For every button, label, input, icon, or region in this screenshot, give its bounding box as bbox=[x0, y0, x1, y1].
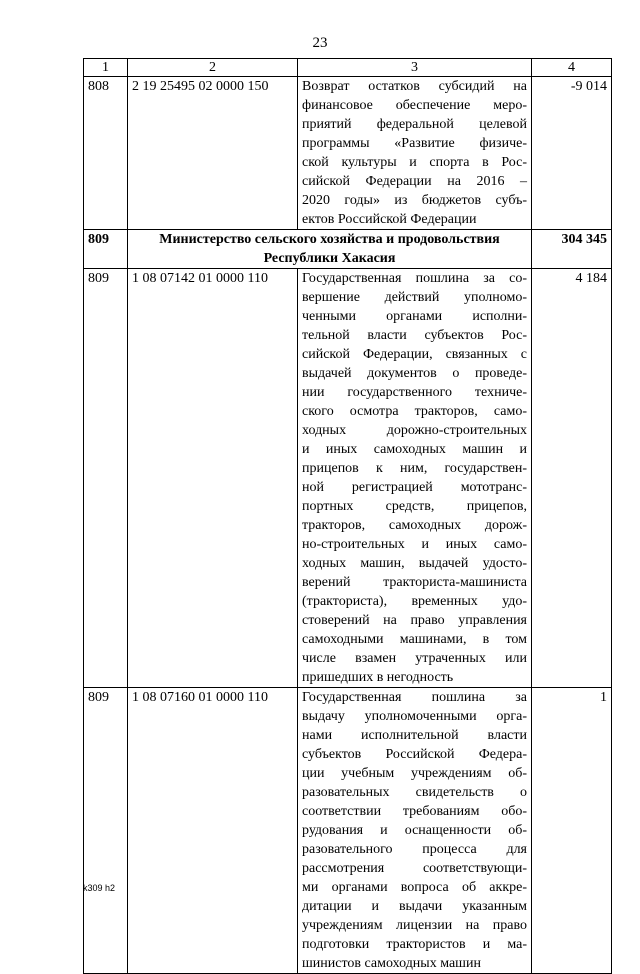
description-line: рудования и оснащенности об- bbox=[302, 823, 527, 838]
description-line: ми органами вопроса об аккре- bbox=[302, 880, 527, 895]
table-row bbox=[84, 77, 612, 230]
table-row bbox=[84, 269, 612, 688]
description-line: верений тракториста-машиниста bbox=[302, 575, 527, 590]
ministry-name-line1: Министерство сельского хозяйства и продовольствия bbox=[159, 232, 500, 247]
description-line: числе взамен утраченных или bbox=[302, 651, 527, 666]
description-line: нами исполнительной власти bbox=[302, 728, 527, 743]
ministry-name-line2: Республики Хакасия bbox=[263, 251, 396, 266]
description-line: тракторов, самоходных дорож- bbox=[302, 518, 527, 533]
amount: 1 bbox=[532, 688, 612, 974]
admin-code: 809 bbox=[84, 269, 128, 688]
description-line: но-строительных и иных само- bbox=[302, 537, 527, 552]
page-number: 23 bbox=[312, 35, 328, 51]
description-line: Возврат остатков субсидий на bbox=[302, 79, 527, 94]
ministry-row bbox=[84, 230, 612, 269]
description-line: сийской Федерации, связанных с bbox=[302, 347, 527, 362]
budget-classification-code: 1 08 07160 01 0000 110 bbox=[128, 688, 298, 974]
description-line: пришедших в негодность bbox=[302, 670, 454, 685]
header-col-3: 3 bbox=[298, 59, 532, 77]
description-line: выдачу уполномоченными орга- bbox=[302, 709, 527, 724]
description-line: дитации и выдачи указанным bbox=[302, 899, 527, 914]
description-line: шинистов самоходных машин bbox=[302, 956, 481, 971]
description-line: и иных самоходных машин и bbox=[302, 442, 527, 457]
description-line: вершение действий уполномо- bbox=[302, 290, 527, 305]
ministry-name bbox=[128, 230, 532, 269]
header-col-4: 4 bbox=[532, 59, 612, 77]
description-line: учреждениям лицензии на право bbox=[302, 918, 527, 933]
description-line: рассмотрения соответствующи- bbox=[302, 861, 527, 876]
income-description bbox=[298, 688, 532, 974]
description-line: ции учебным учреждениям об- bbox=[302, 766, 527, 781]
amount: 4 184 bbox=[532, 269, 612, 688]
document-footer-code: k309 h2 bbox=[83, 883, 116, 893]
description-line: ской культуры и спорта в Рос- bbox=[302, 155, 527, 170]
admin-code: 809 bbox=[84, 688, 128, 974]
header-col-2: 2 bbox=[128, 59, 298, 77]
header-col-1: 1 bbox=[84, 59, 128, 77]
table-header-row bbox=[84, 59, 612, 77]
description-line: ченными органами исполни- bbox=[302, 309, 527, 324]
description-line: выдачей документов о проведе- bbox=[302, 366, 527, 381]
description-line: тельной власти субъектов Рос- bbox=[302, 328, 527, 343]
admin-code: 809 bbox=[84, 230, 128, 269]
description-line: ского осмотра тракторов, само- bbox=[302, 404, 527, 419]
description-line: соответствии требованиям обо- bbox=[302, 804, 527, 819]
income-description bbox=[298, 269, 532, 688]
description-line: разовательных свидетельств о bbox=[302, 785, 527, 800]
description-line: самоходными машинами, в том bbox=[302, 632, 527, 647]
table-row bbox=[84, 688, 612, 974]
description-line: нии государственного техниче- bbox=[302, 385, 527, 400]
income-description bbox=[298, 77, 532, 230]
ministry-total-amount: 304 345 bbox=[532, 230, 612, 269]
budget-table bbox=[83, 58, 612, 974]
amount: -9 014 bbox=[532, 77, 612, 230]
description-line: разовательного процесса для bbox=[302, 842, 527, 857]
description-line: Государственная пошлина за bbox=[302, 690, 527, 705]
budget-classification-code: 1 08 07142 01 0000 110 bbox=[128, 269, 298, 688]
description-line: (тракториста), временных удо- bbox=[302, 594, 527, 609]
description-line: ной регистрацией мототранс- bbox=[302, 480, 527, 495]
description-line: субъектов Российской Федера- bbox=[302, 747, 527, 762]
description-line: портных средств, прицепов, bbox=[302, 499, 527, 514]
description-line: программы «Развитие физиче- bbox=[302, 136, 527, 151]
description-line: ходных дорожно-строительных bbox=[302, 423, 527, 438]
description-line: сийской Федерации на 2016 – bbox=[302, 174, 527, 189]
description-line: Государственная пошлина за со- bbox=[302, 271, 527, 286]
admin-code: 808 bbox=[84, 77, 128, 230]
description-line: подготовки трактористов и ма- bbox=[302, 937, 527, 952]
description-line: ектов Российской Федерации bbox=[302, 212, 477, 227]
description-line: 2020 годы» из бюджетов субъ- bbox=[302, 193, 527, 208]
budget-classification-code: 2 19 25495 02 0000 150 bbox=[128, 77, 298, 230]
description-line: приятий федеральной целевой bbox=[302, 117, 527, 132]
description-line: прицепов к ним, государствен- bbox=[302, 461, 527, 476]
description-line: ходных машин, выдачей удосто- bbox=[302, 556, 527, 571]
description-line: стоверений на право управления bbox=[302, 613, 527, 628]
description-line: финансовое обеспечение меро- bbox=[302, 98, 527, 113]
